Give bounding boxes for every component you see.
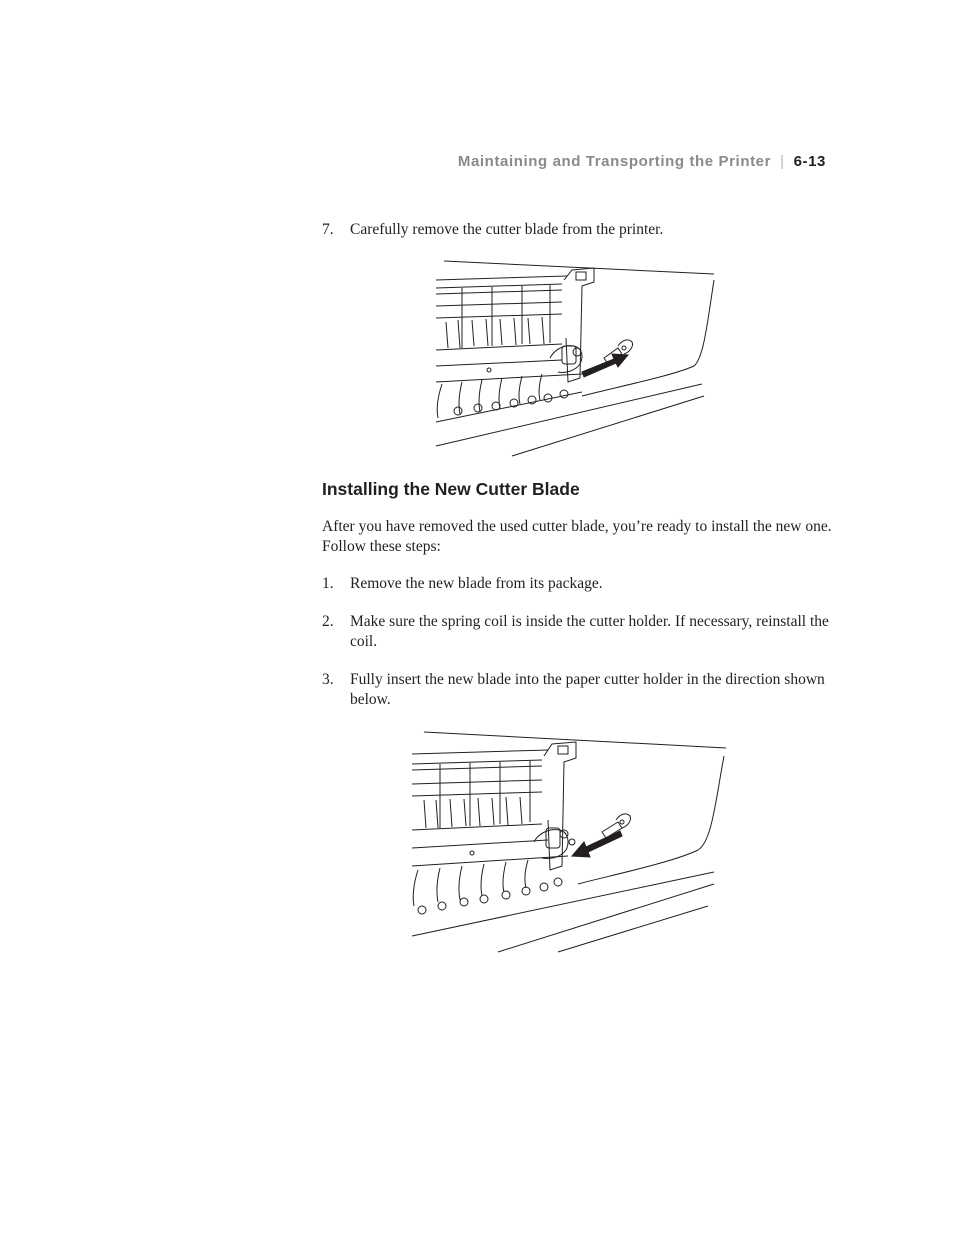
step-text: Carefully remove the cutter blade from the printer. bbox=[350, 221, 664, 238]
step-3 bbox=[322, 670, 842, 710]
step-number: 2. bbox=[322, 613, 334, 630]
running-header bbox=[458, 153, 826, 170]
chapter-title: Maintaining and Transporting the Printer bbox=[457, 153, 772, 170]
step-number: 7. bbox=[322, 221, 334, 238]
step-text: Remove the new blade from its package. bbox=[350, 575, 603, 592]
figure-insert-cutter-blade bbox=[408, 730, 728, 956]
step-number: 1. bbox=[322, 575, 334, 592]
figure-remove-cutter-blade bbox=[432, 258, 722, 462]
header-separator: | bbox=[780, 153, 785, 170]
step-7 bbox=[322, 220, 842, 240]
step-text: Make sure the spring coil is inside the cutter holder. If necessary, reinstall the coil. bbox=[350, 613, 829, 650]
step-text: Fully insert the new blade into the paper cutter holder in the direction shown below. bbox=[350, 671, 825, 708]
step-1 bbox=[322, 574, 842, 594]
page-number: 6-13 bbox=[793, 153, 826, 170]
section-heading: Installing the New Cutter Blade bbox=[322, 479, 580, 499]
intro-paragraph: After you have removed the used cutter blade, you’re ready to install the new one. Follow these steps: bbox=[322, 518, 832, 555]
step-2 bbox=[322, 612, 842, 652]
step-number: 3. bbox=[322, 671, 334, 688]
